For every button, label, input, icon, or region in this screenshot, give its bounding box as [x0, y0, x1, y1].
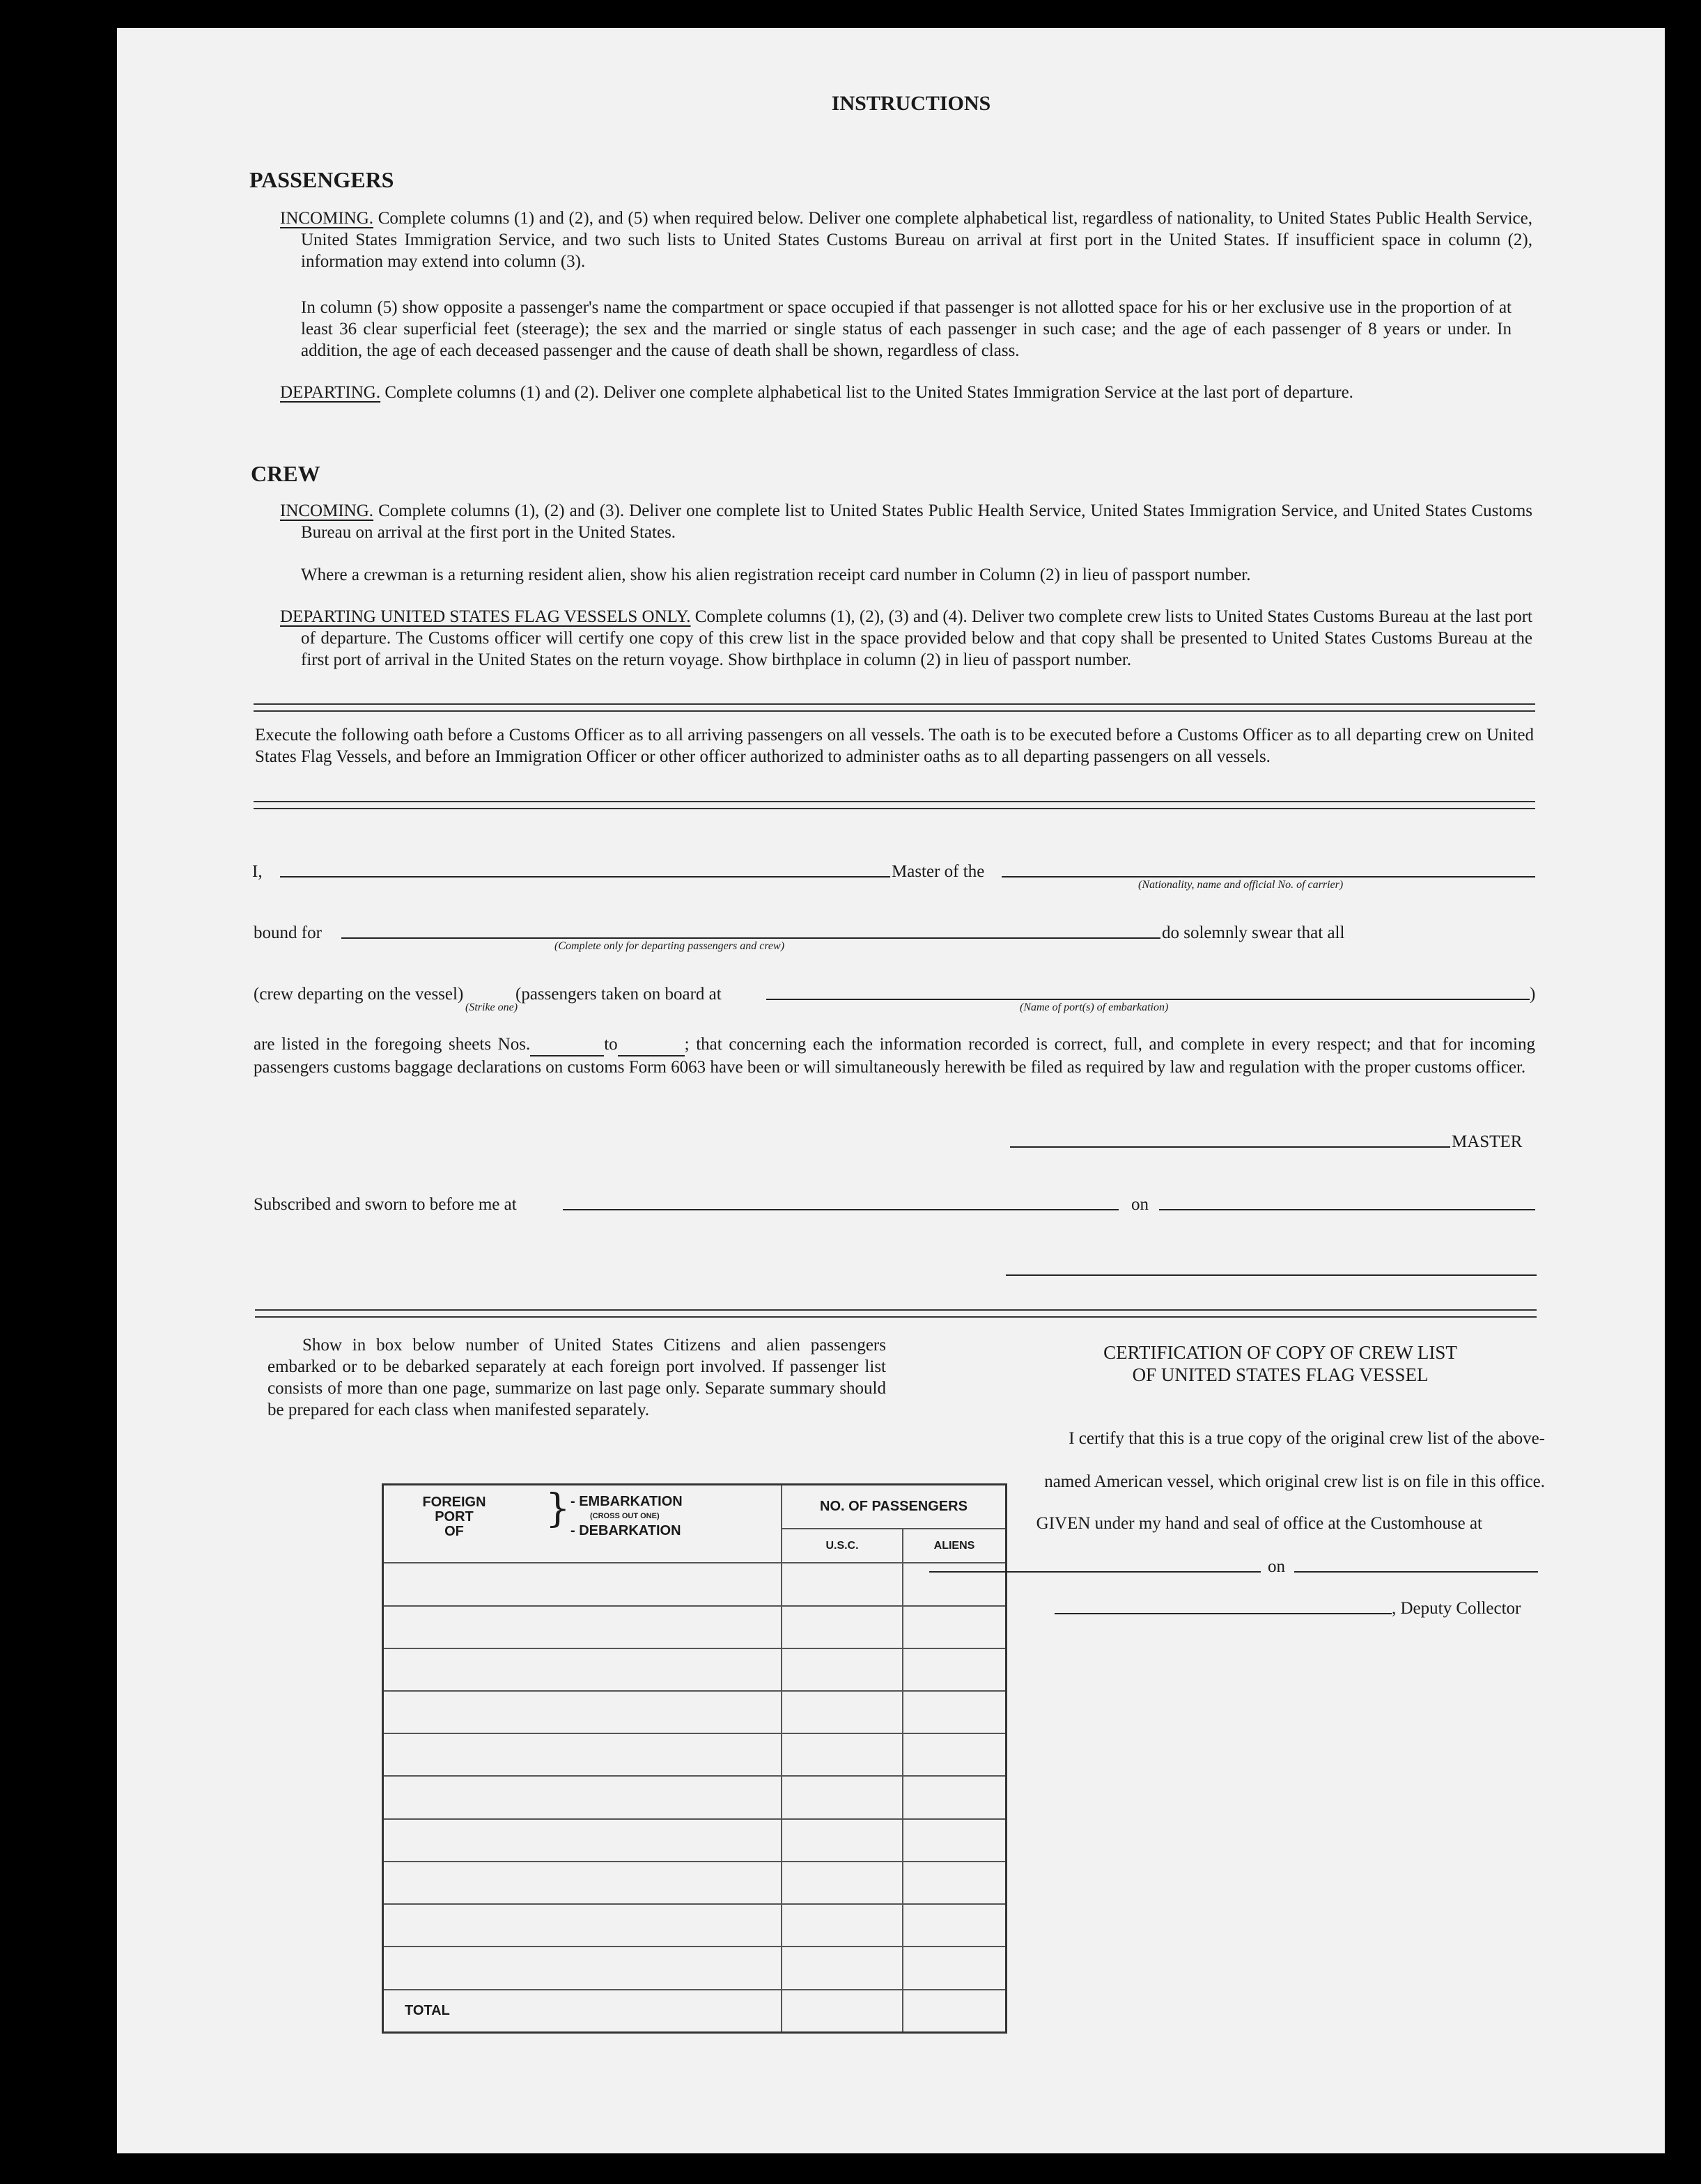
- deputy-signature-field[interactable]: [1055, 1613, 1392, 1614]
- crew-departing-option[interactable]: (crew departing on the vessel): [254, 985, 464, 1004]
- crew-departing-text: Complete columns (1), (2), (3) and (4). Deliver two complete crew lists to United States Customs Bureau at the last port of departure. The Customs officer will certify one copy of this crew list in the space provided below and that copy shall be presented to United States Customs Bureau at the first port of arrival in the United States on the return voyage. Show birthplace in column (2) in lieu of passport number.: [301, 607, 1533, 669]
- sheet-to-field[interactable]: [618, 1034, 685, 1056]
- aliens-cell[interactable]: [903, 1819, 1007, 1862]
- total-row: [383, 1990, 1007, 2033]
- to-label: to: [604, 1035, 618, 1054]
- crew-heading: CREW: [251, 461, 320, 486]
- port-cell[interactable]: [383, 1733, 782, 1776]
- destination-field[interactable]: [341, 937, 1160, 939]
- passengers-departing-label: DEPARTING.: [280, 383, 381, 402]
- table-row: [383, 1904, 1007, 1947]
- on-label: on: [1131, 1195, 1149, 1214]
- certification-on-label: on: [1268, 1557, 1285, 1576]
- bound-caption: (Complete only for departing passengers and crew): [554, 940, 785, 952]
- deputy-collector-label: , Deputy Collector: [1392, 1599, 1521, 1618]
- table-row: [383, 1563, 1007, 1605]
- foreign-word: FOREIGN: [422, 1495, 486, 1510]
- page-title: INSTRUCTIONS: [831, 92, 991, 115]
- usc-header: U.S.C.: [782, 1529, 903, 1563]
- table-row: [383, 1819, 1007, 1862]
- port-cell[interactable]: [383, 1904, 782, 1947]
- aliens-cell[interactable]: [903, 1947, 1007, 1989]
- port-header-cell: [383, 1485, 782, 1563]
- debarkation-label: - DEBARKATION: [570, 1523, 681, 1538]
- port-cell[interactable]: [383, 1606, 782, 1648]
- listed-text-1: are listed in the foregoing sheets Nos.: [254, 1035, 531, 1054]
- usc-cell[interactable]: [782, 1648, 903, 1691]
- no-passengers-header: NO. OF PASSENGERS: [782, 1485, 1007, 1529]
- subscribed-label: Subscribed and sworn to before me at: [254, 1195, 517, 1214]
- aliens-cell[interactable]: [903, 1904, 1007, 1947]
- oath-i-label: I,: [252, 862, 263, 881]
- aliens-cell[interactable]: [903, 1606, 1007, 1648]
- crew-incoming-text: Complete columns (1), (2) and (3). Deliver one complete list to United States Public Health Service, United States Immigration Service, and United States Customs Bureau on arrival at the first port in the United States.: [301, 501, 1533, 542]
- crew-departing-label: DEPARTING UNITED STATES FLAG VESSELS ONLY.: [280, 607, 691, 626]
- certification-line-2: named American vessel, which original crew list is on file in this office.: [1044, 1472, 1545, 1491]
- sworn-date-field[interactable]: [1159, 1209, 1535, 1210]
- master-signature-field[interactable]: [1010, 1146, 1450, 1148]
- certification-line-1: I certify that this is a true copy of the original crew list of the above-: [1069, 1429, 1545, 1448]
- ports-table: [382, 1483, 1007, 2034]
- usc-cell[interactable]: [782, 1862, 903, 1904]
- master-of-label: Master of the: [892, 862, 985, 881]
- passengers-incoming-text: Complete columns (1) and (2), and (5) when required below. Deliver one complete alphabetical list, regardless of nationality, to United States Public Health Service, United States Immigration Service, and two such lists to United States Customs Bureau on arrival at first port in the United States. If insufficient space in column (2), information may extend into column (3).: [301, 209, 1533, 271]
- certification-title-line-2: OF UNITED STATES FLAG VESSEL: [1132, 1364, 1429, 1385]
- of-word: OF: [444, 1524, 464, 1539]
- crew-departing-paragraph: [280, 606, 1532, 671]
- usc-cell[interactable]: [782, 1691, 903, 1733]
- bound-for-label: bound for: [254, 923, 322, 942]
- aliens-cell[interactable]: [903, 1691, 1007, 1733]
- usc-cell[interactable]: [782, 1776, 903, 1818]
- usc-cell[interactable]: [782, 1563, 903, 1605]
- carrier-caption: (Nationality, name and official No. of carrier): [1138, 879, 1344, 891]
- aliens-cell[interactable]: [903, 1563, 1007, 1605]
- embarkation-port-field[interactable]: [766, 999, 1530, 1000]
- passengers-column5-paragraph: In column (5) show opposite a passenger's name the compartment or space occupied if that passenger is not allotted space for his or her exclusive use in the proportion of at least 36 clear superficial feet (steerage); the sex and the married or single status of each passenger in such case; and the age of each passenger of 8 years or under. In addition, the age of each deceased passenger and the cause of death shall be shown, regardless of class.: [301, 298, 1512, 360]
- port-cell[interactable]: [383, 1563, 782, 1605]
- port-cell[interactable]: [383, 1947, 782, 1989]
- port-cell[interactable]: [383, 1862, 782, 1904]
- cross-out-label: (CROSS OUT ONE): [590, 1512, 660, 1520]
- usc-cell[interactable]: [782, 1819, 903, 1862]
- crew-incoming-paragraph: [280, 500, 1532, 543]
- passengers-incoming-paragraph: [280, 208, 1532, 272]
- oath-instruction: Execute the following oath before a Customs Officer as to all arriving passengers on all vessels. The oath is to be executed before a Customs Officer as to all departing crew on United States Flag Vessels, and before an Immigration Officer or other officer authorized to administer oaths as to all departing passengers on all vessels.: [255, 726, 1534, 766]
- divider: [254, 703, 1535, 712]
- port-cell[interactable]: [383, 1648, 782, 1691]
- usc-cell[interactable]: [782, 1947, 903, 1989]
- passengers-heading: PASSENGERS: [249, 167, 394, 192]
- port-cell[interactable]: [383, 1776, 782, 1818]
- total-label: TOTAL: [383, 1990, 782, 2033]
- carrier-field[interactable]: [1002, 876, 1535, 878]
- close-paren: ): [1530, 985, 1536, 1004]
- embarkation-label: - EMBARKATION: [570, 1494, 683, 1509]
- port-cell[interactable]: [383, 1691, 782, 1733]
- ports-table-header: [383, 1485, 1007, 1529]
- listed-paragraph: [254, 1034, 1535, 1078]
- table-row: [383, 1776, 1007, 1818]
- crew-alien-paragraph: Where a crewman is a returning resident alien, show his alien registration receipt card number in Column (2) in lieu of passport number.: [301, 566, 1251, 584]
- foreign-port-label: [409, 1495, 499, 1539]
- brace-icon: }: [545, 1486, 570, 1531]
- aliens-cell[interactable]: [903, 1733, 1007, 1776]
- aliens-cell[interactable]: [903, 1776, 1007, 1818]
- table-row: [383, 1733, 1007, 1776]
- table-row: [383, 1648, 1007, 1691]
- customhouse-field[interactable]: [929, 1571, 1261, 1573]
- crew-incoming-label: INCOMING.: [280, 501, 374, 520]
- aliens-cell[interactable]: [903, 1648, 1007, 1691]
- divider: [255, 1309, 1537, 1318]
- strike-one-caption: (Strike one): [465, 1001, 518, 1013]
- summary-instruction: Show in box below number of United States Citizens and alien passengers embarked or to be debarked separately at each foreign port involved. If passenger list consists of more than one page, summarize on last page only. Separate summary should be prepared for each class when manifested separately.: [267, 1336, 886, 1419]
- table-row: [383, 1606, 1007, 1648]
- sheet-from-field[interactable]: [530, 1034, 604, 1056]
- swear-label: do solemnly swear that all: [1162, 923, 1345, 942]
- usc-cell[interactable]: [782, 1733, 903, 1776]
- usc-cell[interactable]: [782, 1904, 903, 1947]
- usc-total-cell[interactable]: [782, 1990, 903, 2033]
- passengers-taken-option[interactable]: (passengers taken on board at: [515, 985, 722, 1004]
- divider: [254, 801, 1535, 809]
- officer-signature-field[interactable]: [1006, 1274, 1537, 1276]
- table-row: [383, 1862, 1007, 1904]
- port-word: PORT: [435, 1509, 474, 1524]
- table-row: [383, 1691, 1007, 1733]
- form-page: [117, 28, 1665, 2153]
- master-label: MASTER: [1452, 1132, 1523, 1151]
- listed-text-2: ; that concerning each the information recorded is correct, full, and complete in every respect; and that for incoming passengers customs baggage declarations on customs Form 6063 have been or will simultaneously herewith be filed as required by law and regulation with the proper customs officer.: [254, 1035, 1535, 1077]
- passengers-incoming-label: INCOMING.: [280, 209, 374, 228]
- aliens-header: ALIENS: [903, 1529, 1007, 1563]
- certification-line-3: GIVEN under my hand and seal of office at the Customhouse at: [1036, 1514, 1482, 1533]
- certification-title: [1016, 1341, 1545, 1386]
- aliens-total-cell[interactable]: [903, 1990, 1007, 2033]
- aliens-cell[interactable]: [903, 1862, 1007, 1904]
- sworn-place-field[interactable]: [563, 1209, 1119, 1210]
- port-cell[interactable]: [383, 1819, 782, 1862]
- table-row: [383, 1947, 1007, 1989]
- master-name-field[interactable]: [280, 876, 890, 878]
- passengers-departing-paragraph: [280, 382, 1532, 403]
- passengers-departing-text: Complete columns (1) and (2). Deliver one complete alphabetical list to the United States Immigration Service at the last port of departure.: [385, 383, 1353, 402]
- certification-date-field[interactable]: [1294, 1571, 1538, 1573]
- embark-caption: (Name of port(s) of embarkation): [1020, 1001, 1169, 1013]
- usc-cell[interactable]: [782, 1606, 903, 1648]
- certification-title-line-1: CERTIFICATION OF COPY OF CREW LIST: [1103, 1342, 1457, 1363]
